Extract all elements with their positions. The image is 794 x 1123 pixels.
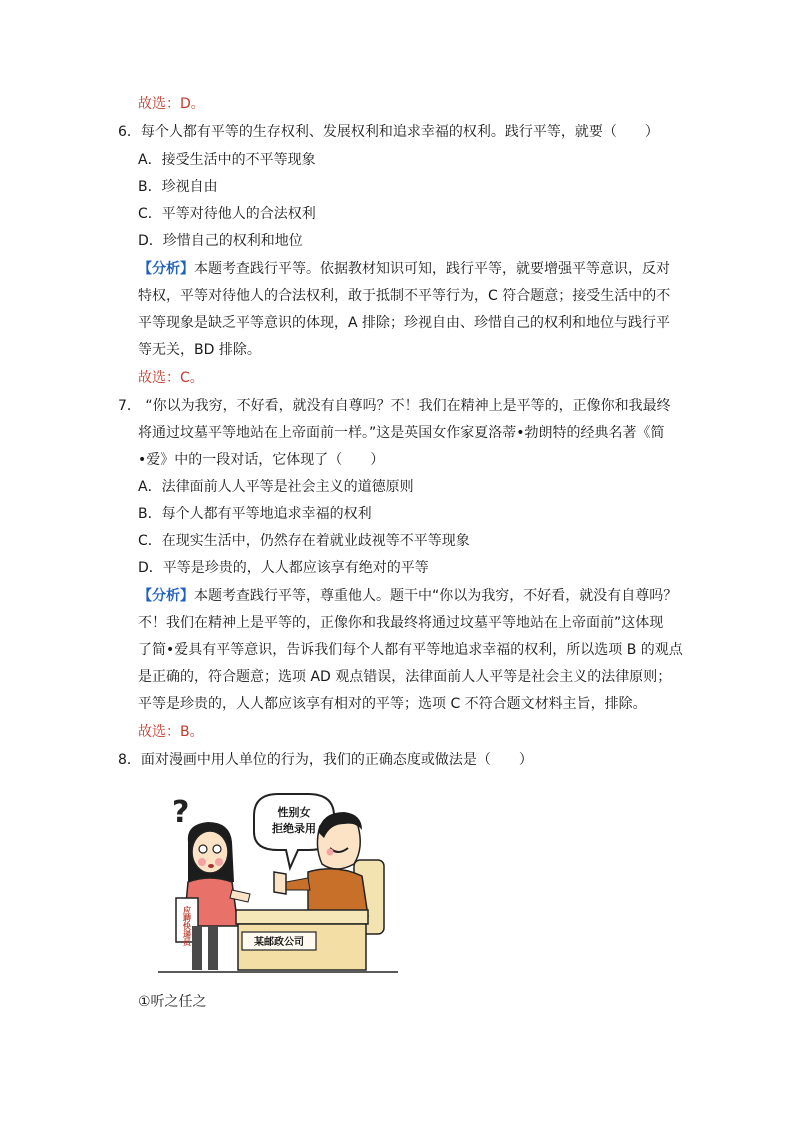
- bubble-line-2: 拒绝录用: [272, 822, 316, 835]
- q7-option-d: D．平等是珍贵的，人人都应该享有绝对的平等: [138, 560, 429, 576]
- q6-analysis-line-2: 特权，平等对待他人的合法权利，敢于抵制不平等行为，C 符合题意；接受生活中的不: [138, 288, 671, 304]
- analysis-tag: 【分析】: [138, 588, 194, 604]
- q7-stem-line-2: 将通过坟墓平等地站在上帝面前一样。”这是英国女作家夏洛蒂•勃朗特的经典名著《简: [138, 425, 665, 441]
- q6-analysis-text-1: 本题考查践行平等。依据教材知识可知，践行平等，就要增强平等意识，反对: [194, 261, 670, 277]
- q6-option-c: C．平等对待他人的合法权利: [138, 206, 316, 222]
- q6-option-a: A．接受生活中的不平等现象: [138, 152, 316, 168]
- q7-stem-line-1: 7． “你以为我穷，不好看，就没有自尊吗？不！我们在精神上是平等的，正像你和我最终: [118, 398, 671, 414]
- q8-stem: 8．面对漫画中用人单位的行为，我们的正确态度或做法是（ ）: [118, 752, 533, 768]
- q6-analysis-line-3: 平等现象是缺乏平等意识的体现，A 排除；珍视自由、珍惜自己的权利和地位与践行平: [138, 315, 671, 331]
- q6-analysis-line-1: [138, 259, 670, 279]
- folder-text: 应聘快递员: [182, 906, 192, 946]
- q7-analysis-line-2: 不！我们在精神上是平等的，正像你和我最终将通过坟墓平等地站在上帝面前”这体现: [138, 615, 664, 631]
- q8-option-1: ①听之任之: [138, 994, 207, 1010]
- q7-option-b: B．每个人都有平等地追求幸福的权利: [138, 506, 372, 522]
- q7-analysis-line-5: 平等是珍贵的，人人都应该享有相对的平等；选项 C 不符合题文材料主旨，排除。: [138, 696, 647, 712]
- question-mark: ?: [172, 795, 190, 830]
- job-discrimination-cartoon: [158, 786, 406, 976]
- analysis-tag: 【分析】: [138, 261, 194, 277]
- q7-analysis-line-4: 是正确的，符合题意；选项 AD 观点错误，法律面前人人平等是社会主义的法律原则；: [138, 669, 672, 685]
- q7-stem-line-3: •爱》中的一段对话，它体现了（ ）: [138, 452, 385, 468]
- q7-option-a: A．法律面前人人平等是社会主义的道德原则: [138, 479, 414, 495]
- q7-answer: 故选：B。: [138, 724, 204, 740]
- q6-option-d: D．珍惜自己的权利和地位: [138, 233, 303, 249]
- q7-analysis-line-3: 了简•爱具有平等意识，告诉我们每个人都有平等地追求幸福的权利，所以选项 B 的观点: [138, 642, 683, 658]
- q7-analysis-text-1: 本题考查践行平等，尊重他人。题干中“你以为我穷，不好看，就没有自尊吗？: [194, 588, 678, 604]
- q6-option-b: B．珍视自由: [138, 179, 218, 195]
- q7-analysis-line-1: [138, 586, 677, 606]
- q6-stem: 6．每个人都有平等的生存权利、发展权利和追求幸福的权利。践行平等，就要（ ）: [118, 124, 659, 140]
- bubble-line-1: 性别女: [277, 806, 311, 819]
- q6-answer: 故选：C。: [138, 370, 204, 386]
- q6-analysis-line-4: 等无关，BD 排除。: [138, 342, 261, 358]
- q5-answer: 故选：D。: [138, 96, 205, 112]
- q7-option-c: C．在现实生活中，仍然存在着就业歧视等不平等现象: [138, 533, 470, 549]
- desk-sign: 某邮政公司: [254, 937, 304, 948]
